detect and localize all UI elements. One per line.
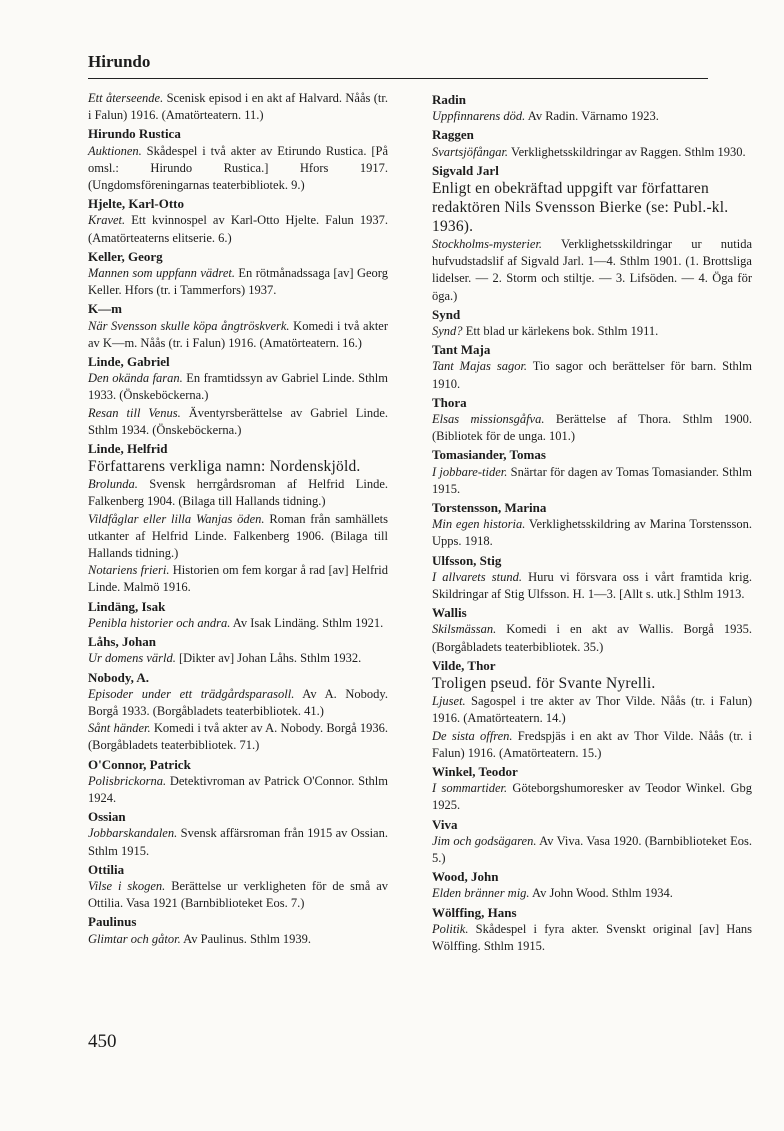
author-heading: Keller, Georg [88,248,163,264]
work-title: Jobbarskandalen. [88,826,178,841]
author-heading: Hirundo Rustica [88,126,181,142]
bibliography-entry [432,464,752,498]
entry-details: Historien om fem korgar å rad [av] Helfrid Linde. Malmö 1916. [88,563,388,595]
bibliography-entry [432,358,752,392]
author-heading: Torstensson, Marina [432,500,547,516]
work-title: Skilsmässan. [432,622,497,637]
entry-details: Komedi i två akter av A. Nobody. Borgå 1936. (Borgåbladets teaterbibliotek. 71.) [88,721,388,753]
bibliography-entry [432,569,752,603]
entry-details: Av Viva. Vasa 1920. (Barnbiblioteket Eos. 5.) [432,833,752,865]
author-note: Enligt en obekräftad uppgift var författaren redaktören Nils Svensson Bierke (se: Publ.-kl. 1936). [432,180,729,236]
entry-details: Verklighetsskildringar av Raggen. Sthlm 1930. [508,144,746,159]
entry-details: Verklighetsskildring av Marina Torstensson. Upps. 1918. [432,517,752,549]
entry-details: Av Isak Lindäng. Sthlm 1921. [230,615,384,630]
work-title: Polisbrickorna. [88,773,167,788]
work-title: Tant Majas sagor. [432,359,528,374]
work-title: Min egen historia. [432,517,526,532]
work-title: Vildfåglar eller lilla Wanjas öden. [88,511,265,526]
work-title: I allvarets stund. [432,569,522,584]
bibliography-entry [88,650,388,667]
work-title: När Svensson skulle köpa ångtröskverk. [88,318,290,333]
entry-details: Snärtar för dagen av Tomas Tomasiander. Sthlm 1915. [432,464,752,496]
author-heading: Ossian [88,809,126,825]
bibliography-entry [88,825,388,859]
author-heading: Radin [432,92,466,107]
entry-details: Ett kvinnospel av Karl-Otto Hjelte. Falun 1937. (Amatörteaterns elitserie. 6.) [88,213,388,245]
author-heading: Hjelte, Karl-Otto [88,196,185,212]
work-title: I sommartider. [432,781,508,796]
entry-details: Roman från samhällets utkanter af Helfrid Linde. Falkenberg 1906. (Bilaga till Hallands tidning.) [88,511,388,561]
entry-details: Berättelse ur verkligheten för de små av Ottilia. Vasa 1921 (Barnbiblioteket Eos. 7.) [88,878,389,911]
author-note: Troligen pseud. för Svante Nyrelli. [432,675,656,693]
running-header: Hirundo [88,52,151,71]
bibliography-entry [88,265,388,299]
bibliography-entry [88,370,388,404]
work-title: Vilse i skogen. [88,878,166,893]
work-title: Ur domens värld. [88,651,176,666]
entry-details: Göteborgshumoresker av Teodor Winkel. Gbg 1925. [432,781,753,813]
work-title: Episoder under ett trädgårdsparasoll. [88,686,295,701]
author-heading: Viva [432,816,458,832]
author-heading: Paulinus [88,914,137,930]
author-heading: Wood, John [432,869,499,885]
entry-details: Huru vi försvara oss i vårt framtida krig. Skildringar af Stig Ulfsson. H. 1—3. [Allt s. utk.] Sthlm 1913. [432,569,752,602]
entry-details: Scenisk episod i en akt af Halvard. Nåås (tr. i Falun) 1916. (Amatörteatern. 11.) [88,91,388,123]
author-heading: O'Connor, Patrick [88,756,191,772]
work-title: Elden bränner mig. [432,886,530,901]
work-title: Mannen som uppfann vädret. [88,266,235,281]
work-title: Penibla historier och andra. [88,615,231,630]
bibliography-entry [88,878,388,912]
entry-details: Av John Wood. Sthlm 1934. [529,886,673,901]
work-title: Sånt händer. [88,721,151,736]
bibliography-entry [88,773,388,807]
bibliography-entry [88,405,388,439]
work-title: Politik. [432,921,469,936]
entry-details: Svensk affärsroman från 1915 av Ossian. Sthlm 1915. [88,826,388,858]
work-title: De sista offren. [432,728,513,743]
author-heading: Nobody, A. [88,669,150,685]
work-title: I jobbare-tider. [432,464,508,479]
author-heading: Wallis [432,605,467,621]
bibliography-entry [432,108,752,125]
bibliography-entry [88,615,388,632]
bibliography-entry [432,323,752,340]
entry-details: Berättelse af Thora. Sthlm 1900. (Bibliotek för de unga. 101.) [432,412,752,444]
entry-details: [Dikter av] Johan Låhs. Sthlm 1932. [175,651,362,666]
author-heading: Lindäng, Isak [88,598,166,614]
page-number: 450 [88,1031,117,1052]
author-heading: Ulfsson, Stig [432,552,502,568]
bibliography-entry [88,476,388,510]
right-column [432,90,752,955]
author-heading: Vilde, Thor [432,657,496,673]
work-title: Uppfinnarens död. [432,109,526,124]
entry-details: Av A. Nobody. Borgå 1933. (Borgåbladets teaterbibliotek. 41.) [88,686,388,718]
bibliography-entry [432,693,752,727]
work-title: Elsas missionsgåfva. [432,412,545,427]
bibliography-entry [432,144,752,161]
bibliography-entry [432,885,752,902]
header-rule [88,78,708,79]
author-heading: Ottilia [88,861,125,877]
bibliography-entry [88,511,388,563]
bibliography-entry [88,562,388,596]
author-heading: Thora [432,394,467,410]
bibliography-entry [432,621,752,655]
author-heading: Linde, Gabriel [88,354,170,370]
work-title: Resan till Venus. [88,405,181,420]
author-heading: Låhs, Johan [88,634,156,650]
bibliography-entry [88,720,388,754]
bibliography-entry [432,411,752,445]
entry-details: Av Radin. Värnamo 1923. [525,109,659,124]
bibliography-entry [432,516,752,550]
entry-details: Fredspjäs i en akt av Thor Vilde. Nåås (tr. i Falun) 1916. (Amatörteatern. 15.) [432,728,752,760]
entry-details: Tio sagor och berättelser för barn. Sthlm 1910. [432,359,752,391]
work-title: Den okända faran. [88,371,183,386]
work-title: Synd? [432,324,463,339]
work-title: Svartsjöfångar. [432,144,509,159]
author-note: Författarens verkliga namn: Nordenskjöld. [88,458,361,476]
entry-details: Av Paulinus. Sthlm 1939. [180,931,312,946]
author-heading: Tomasiander, Tomas [432,447,546,463]
entry-details: Sagospel i tre akter av Thor Vilde. Nåås (tr. i Falun) 1916. (Amatörteatern. 14.) [432,694,752,726]
work-title: Stockholms-mysterier. [432,237,543,252]
bibliography-entry [88,318,388,352]
entry-details: Skådespel i två akter av Etirundo Rustica. [På omsl.: Hirundo Rustica.] Hfors 1917. (Ungdomsföreningarnas teaterbibliotek. 9.) [88,143,388,193]
bibliography-entry [88,143,388,195]
work-title: Notariens frieri. [88,563,170,578]
bibliography-entry [432,236,752,305]
entry-details: En framtidssyn av Gabriel Linde. Sthlm 1933. (Önskeböckerna.) [88,371,388,403]
author-heading: K—m [88,301,122,317]
bibliography-entry [432,921,752,955]
work-title: Kravet. [88,213,126,228]
bibliography-entry [88,931,388,948]
bibliography-entry [88,686,388,720]
entry-details: Detektivroman av Patrick O'Connor. Sthlm 1924. [88,773,388,805]
author-heading: Tant Maja [432,342,491,358]
author-heading: Wölffing, Hans [432,904,517,920]
bibliography-entry [432,833,752,867]
entry-details: Ett blad ur kärlekens bok. Sthlm 1911. [462,324,659,339]
author-heading: Linde, Helfrid [88,441,168,457]
entry-details: En rötmånadssaga [av] Georg Keller. Hfors (tr. i Tammerfors) 1937. [88,266,388,298]
work-title: Auktionen. [88,143,142,158]
bibliography-entry [88,212,388,246]
author-heading: Winkel, Teodor [432,763,518,779]
entry-details: Komedi i en akt av Wallis. Borgå 1935. (Borgåbladets teaterbibliotek. 35.) [432,622,752,654]
entry-details: Komedi i två akter av K—m. Nåås (tr. i Falun) 1916. (Amatörteatern. 16.) [88,318,388,350]
bibliography-entry [432,780,752,814]
bibliography-entry [88,90,388,124]
entry-details: Svensk herrgårdsroman af Helfrid Linde. Falkenberg 1904. (Bilaga till Hallands tidning.) [88,477,388,509]
left-column [88,90,388,948]
entry-details: Äventyrsberättelse av Gabriel Linde. Sthlm 1934. (Önskeböckerna.) [88,405,388,437]
author-heading: Raggen [432,127,474,143]
author-heading: Synd [432,306,461,322]
work-title: Ljuset. [432,694,466,709]
entry-details: Skådespel i fyra akter. Svenskt original [av] Hans Wölffing. Sthlm 1915. [432,921,752,953]
author-heading: Sigvald Jarl [432,162,499,178]
work-title: Glimtar och gåtor. [88,931,181,946]
work-title: Jim och godsägaren. [432,833,537,848]
entry-details: Verklighetsskildringar ur nutida hufvudstadslif af Sigvald Jarl. 1—4. Sthlm 1901. (1. Brottsliga lidelser. — 2. Storm och stiltje. — 3. Lifsöden. — 4. Öga för öga.) [432,237,752,303]
bibliography-entry [432,728,752,762]
work-title: Brolunda. [88,477,138,492]
work-title: Ett återseende. [88,91,164,105]
